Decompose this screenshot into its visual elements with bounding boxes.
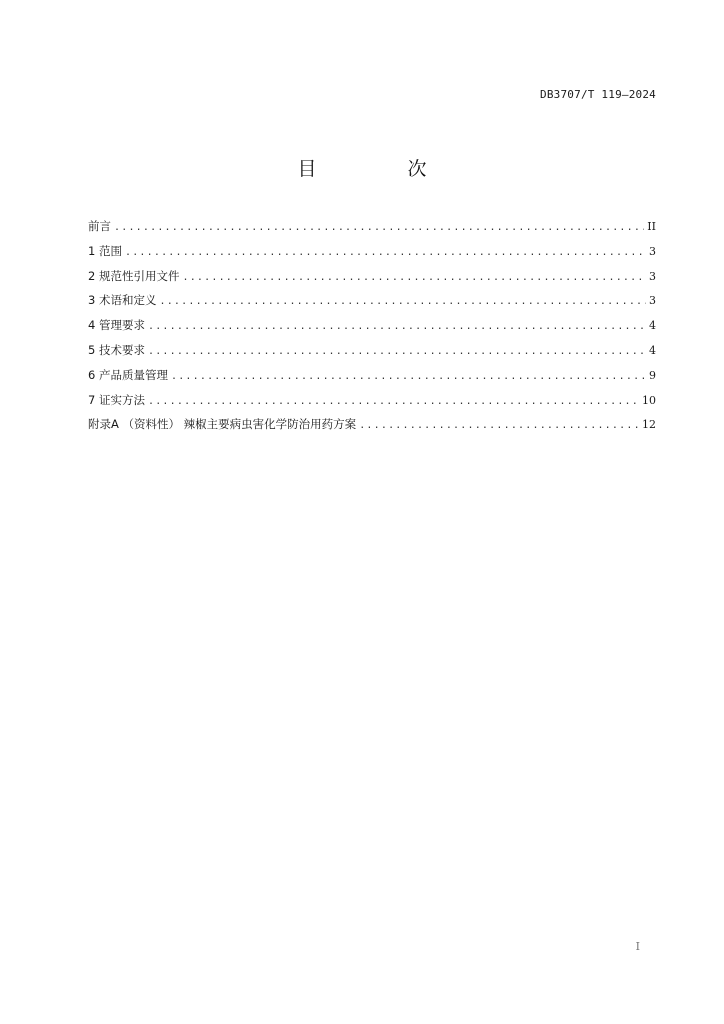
page-number: I	[635, 940, 640, 953]
toc-leader-dots	[114, 222, 644, 233]
toc-leader-dots	[125, 247, 646, 258]
toc-leader-dots	[359, 420, 639, 431]
toc-entry-label: 3 术语和定义	[88, 293, 157, 308]
toc-leader-dots	[148, 321, 646, 332]
toc-leader-dots	[182, 272, 646, 283]
toc-entry-foreword[interactable]	[88, 218, 656, 243]
toc-entry-technical-requirements[interactable]	[88, 342, 656, 367]
toc-entry-label: 5 技术要求	[88, 342, 145, 357]
toc-leader-dots	[148, 396, 639, 407]
toc-list	[88, 218, 656, 441]
toc-entry-page: 10	[642, 393, 656, 407]
toc-entry-product-quality[interactable]	[88, 367, 656, 392]
toc-entry-page: 9	[649, 368, 656, 382]
toc-entry-label: 前言	[88, 219, 111, 233]
toc-entry-appendix-a[interactable]	[88, 416, 656, 441]
standard-code: DB3707/T 119—2024	[540, 88, 656, 101]
toc-entry-page: 3	[649, 244, 656, 258]
toc-entry-terms-definitions[interactable]	[88, 292, 656, 317]
toc-entry-scope[interactable]	[88, 243, 656, 268]
toc-entry-label: 4 管理要求	[88, 318, 145, 333]
toc-entry-page: 3	[649, 269, 656, 283]
toc-leader-dots	[171, 371, 646, 382]
toc-entry-page: 4	[649, 343, 656, 357]
toc-entry-label: 附录A （资料性） 辣椒主要病虫害化学防治用药方案	[88, 417, 357, 432]
toc-entry-page: II	[647, 220, 656, 233]
toc-entry-label: 6 产品质量管理	[88, 367, 168, 382]
toc-entry-label: 7 证实方法	[88, 392, 145, 407]
toc-entry-page: 3	[649, 294, 656, 308]
toc-entry-normative-references[interactable]	[88, 268, 656, 293]
toc-entry-verification-methods[interactable]	[88, 392, 656, 417]
toc-leader-dots	[159, 296, 646, 307]
toc-entry-label: 2 规范性引用文件	[88, 268, 180, 283]
toc-entry-label: 1 范围	[88, 243, 122, 258]
toc-title: 目 次	[297, 158, 463, 180]
toc-entry-page: 4	[649, 319, 656, 333]
toc-entry-management-requirements[interactable]	[88, 317, 656, 342]
toc-entry-page: 12	[642, 418, 656, 432]
toc-leader-dots	[148, 346, 646, 357]
